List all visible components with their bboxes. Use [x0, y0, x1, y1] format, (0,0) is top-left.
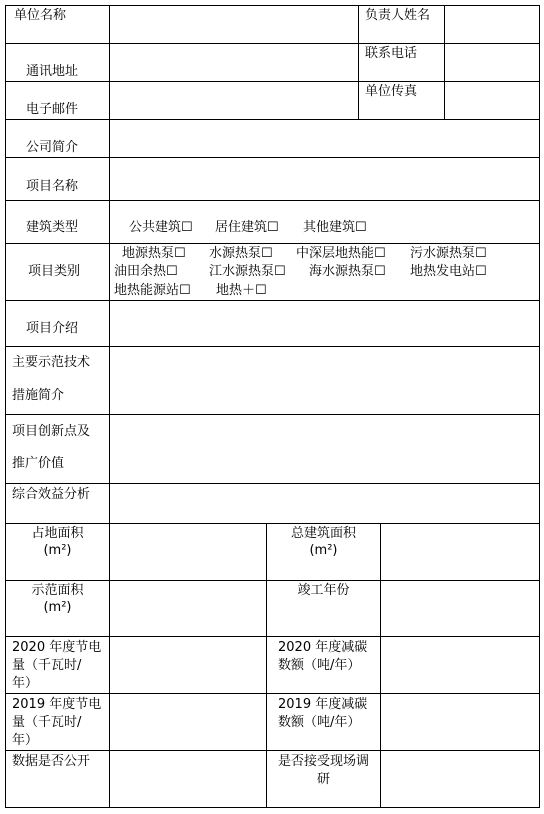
total-floor-area-field[interactable]	[381, 524, 539, 580]
building-type-option-public[interactable]: 公共建筑☐	[129, 220, 193, 235]
contact-phone-label: 联系电话	[365, 46, 418, 61]
tech-measures-field[interactable]	[110, 347, 539, 414]
total-floor-area-label-line1: 总建筑面积	[290, 526, 356, 541]
demo-area-label-line2: (m²)	[43, 600, 72, 615]
saving-2019-label-line2: 量（千瓦时/	[12, 715, 82, 730]
saving-2020-field[interactable]	[110, 637, 266, 693]
contact-phone-field[interactable]	[445, 44, 539, 81]
benefit-analysis-field[interactable]	[110, 484, 539, 523]
unit-name-field[interactable]	[110, 6, 358, 43]
category-option-ground-source[interactable]: 地源热泵☐	[122, 246, 186, 261]
land-area-field[interactable]	[110, 524, 266, 580]
col-border	[5, 5, 6, 808]
site-visit-label-line1: 是否接受现场调	[277, 754, 369, 769]
completion-year-field[interactable]	[381, 581, 539, 636]
total-floor-area-label-line2: (m²)	[309, 543, 338, 558]
category-option-geothermal-station[interactable]: 地热能源站☐	[114, 283, 191, 298]
building-type-option-other[interactable]: 其他建筑☐	[303, 220, 367, 235]
tech-measures-label-line2: 措施简介	[12, 388, 65, 403]
address-label: 通讯地址	[26, 64, 79, 79]
saving-2020-label-line3: 年）	[12, 676, 39, 691]
unit-name-label: 单位名称	[14, 8, 67, 23]
row-border	[5, 200, 540, 201]
address-field[interactable]	[110, 44, 358, 81]
project-category-label: 项目类别	[28, 264, 81, 279]
email-label: 电子邮件	[26, 102, 79, 117]
demo-area-field[interactable]	[110, 581, 266, 636]
fax-label: 单位传真	[365, 84, 418, 99]
carbon-2020-label-line2: 数额（吨/年）	[278, 658, 361, 673]
contact-person-label: 负责人姓名	[365, 8, 431, 23]
innovation-label-line1: 项目创新点及	[12, 424, 91, 439]
category-option-geothermal-plus[interactable]: 地热＋☐	[216, 283, 267, 298]
category-option-oilfield-waste-heat[interactable]: 油田余热☐	[114, 264, 178, 279]
data-public-label: 数据是否公开	[12, 754, 91, 769]
carbon-2020-label-line1: 2020 年度减碳	[278, 640, 368, 655]
project-intro-label: 项目介绍	[26, 321, 79, 336]
fax-field[interactable]	[445, 82, 539, 119]
building-type-option-residential[interactable]: 居住建筑☐	[215, 220, 279, 235]
carbon-2019-label-line2: 数额（吨/年）	[278, 715, 361, 730]
company-intro-field[interactable]	[110, 120, 539, 157]
benefit-analysis-label: 综合效益分析	[12, 487, 91, 502]
completion-year-label: 竣工年份	[297, 583, 350, 598]
category-option-water-source[interactable]: 水源热泵☐	[209, 246, 273, 261]
category-option-seawater[interactable]: 海水源热泵☐	[309, 264, 386, 279]
saving-2019-field[interactable]	[110, 694, 266, 750]
category-option-river-water[interactable]: 江水源热泵☐	[209, 264, 286, 279]
carbon-2019-label-line1: 2019 年度减碳	[278, 697, 368, 712]
row-border	[5, 807, 540, 808]
contact-person-field[interactable]	[445, 6, 539, 43]
demo-area-label-line1: 示范面积	[31, 583, 84, 598]
site-visit-field[interactable]	[381, 751, 539, 807]
innovation-field[interactable]	[110, 415, 539, 483]
saving-2020-label-line2: 量（千瓦时/	[12, 658, 82, 673]
carbon-2020-field[interactable]	[381, 637, 539, 693]
saving-2019-label-line1: 2019 年度节电	[12, 697, 102, 712]
project-intro-field[interactable]	[110, 301, 539, 346]
land-area-label-line1: 占地面积	[31, 526, 84, 541]
saving-2019-label-line3: 年）	[12, 733, 39, 748]
project-name-label: 项目名称	[26, 179, 79, 194]
category-option-mid-deep-geothermal[interactable]: 中深层地热能☐	[296, 246, 386, 261]
saving-2020-label-line1: 2020 年度节电	[12, 640, 102, 655]
innovation-label-line2: 推广价值	[12, 456, 65, 471]
carbon-2019-field[interactable]	[381, 694, 539, 750]
data-public-field[interactable]	[110, 751, 266, 807]
col-border	[539, 5, 540, 808]
site-visit-label-line2: 研	[316, 772, 330, 787]
category-option-sewage-source[interactable]: 污水源热泵☐	[410, 246, 487, 261]
email-field[interactable]	[110, 82, 358, 119]
tech-measures-label-line1: 主要示范技术	[12, 355, 91, 370]
row-border	[5, 243, 540, 244]
project-name-field[interactable]	[110, 158, 539, 200]
land-area-label-line2: (m²)	[43, 543, 72, 558]
col-border	[358, 5, 359, 120]
building-type-label: 建筑类型	[26, 220, 79, 235]
category-option-geothermal-power[interactable]: 地热发电站☐	[410, 264, 487, 279]
company-intro-label: 公司简介	[26, 140, 79, 155]
